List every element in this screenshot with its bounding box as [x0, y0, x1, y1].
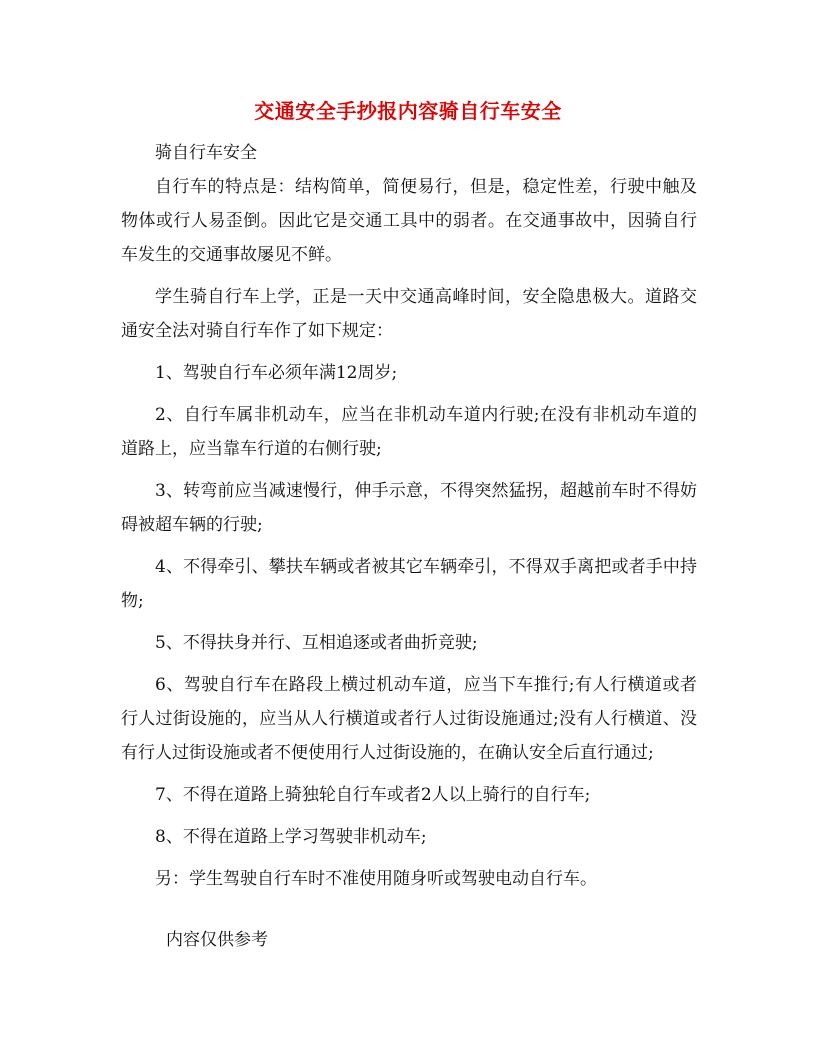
- section-heading: 骑自行车安全: [155, 143, 257, 163]
- rule-item: 3、转弯前应当减速慢行，伸手示意，不得突然猛拐，超越前车时不得妨碍被超车辆的行驶;: [121, 481, 697, 535]
- paragraph-spacer: [121, 854, 697, 862]
- rule-item: 6、驾驶自行车在路段上横过机动车道，应当下车推行;有人行横道或者行人过街设施的，应当从人行横道或者行人过街设施通过;没有人行横道、没有行人过街设施或者不便使用行人过街设施的，在确认安全后直行通过;: [121, 675, 697, 763]
- paragraph-spacer: [121, 618, 697, 626]
- paragraph-spacer: [121, 348, 697, 356]
- paragraph-spacer: [121, 466, 697, 474]
- footer-note: 内容仅供参考: [166, 930, 268, 950]
- rule-item: 1、驾驶自行车必须年满12周岁;: [155, 363, 398, 383]
- rule-item: 4、不得牵引、攀扶车辆或者被其它车辆牵引，不得双手离把或者手中持物;: [121, 557, 697, 611]
- rule-item: 7、不得在道路上骑独轮自行车或者2人以上骑行的自行车;: [155, 785, 591, 805]
- paragraph-spacer: [121, 272, 697, 280]
- paragraph-spacer: [121, 812, 697, 820]
- note-paragraph: 另：学生驾驶自行车时不准使用随身听或驾驶电动自行车。: [155, 869, 597, 889]
- rule-item: 2、自行车属非机动车，应当在非机动车道内行驶;在没有非机动车道的道路上，应当靠车行道的右侧行驶;: [121, 405, 697, 459]
- paragraph-intro: 自行车的特点是：结构简单，简便易行，但是，稳定性差，行驶中触及物体或行人易歪倒。因此它是交通工具中的弱者。在交通事故中，因骑自行车发生的交通事故屡见不鲜。: [121, 177, 697, 265]
- rule-item: 5、不得扶身并行、互相追逐或者曲折竞驶;: [155, 633, 478, 653]
- document-title: 交通安全手抄报内容骑自行车安全: [254, 99, 562, 123]
- paragraph-regulation-intro: 学生骑自行车上学，正是一天中交通高峰时间，安全隐患极大。道路交通安全法对骑自行车作了如下规定：: [121, 287, 697, 341]
- paragraph-spacer: [121, 770, 697, 778]
- rule-item: 8、不得在道路上学习驾驶非机动车;: [155, 827, 427, 847]
- paragraph-spacer: [121, 542, 697, 550]
- paragraph-spacer: [121, 390, 697, 398]
- paragraph-spacer: [121, 660, 697, 668]
- document-body: [121, 136, 697, 896]
